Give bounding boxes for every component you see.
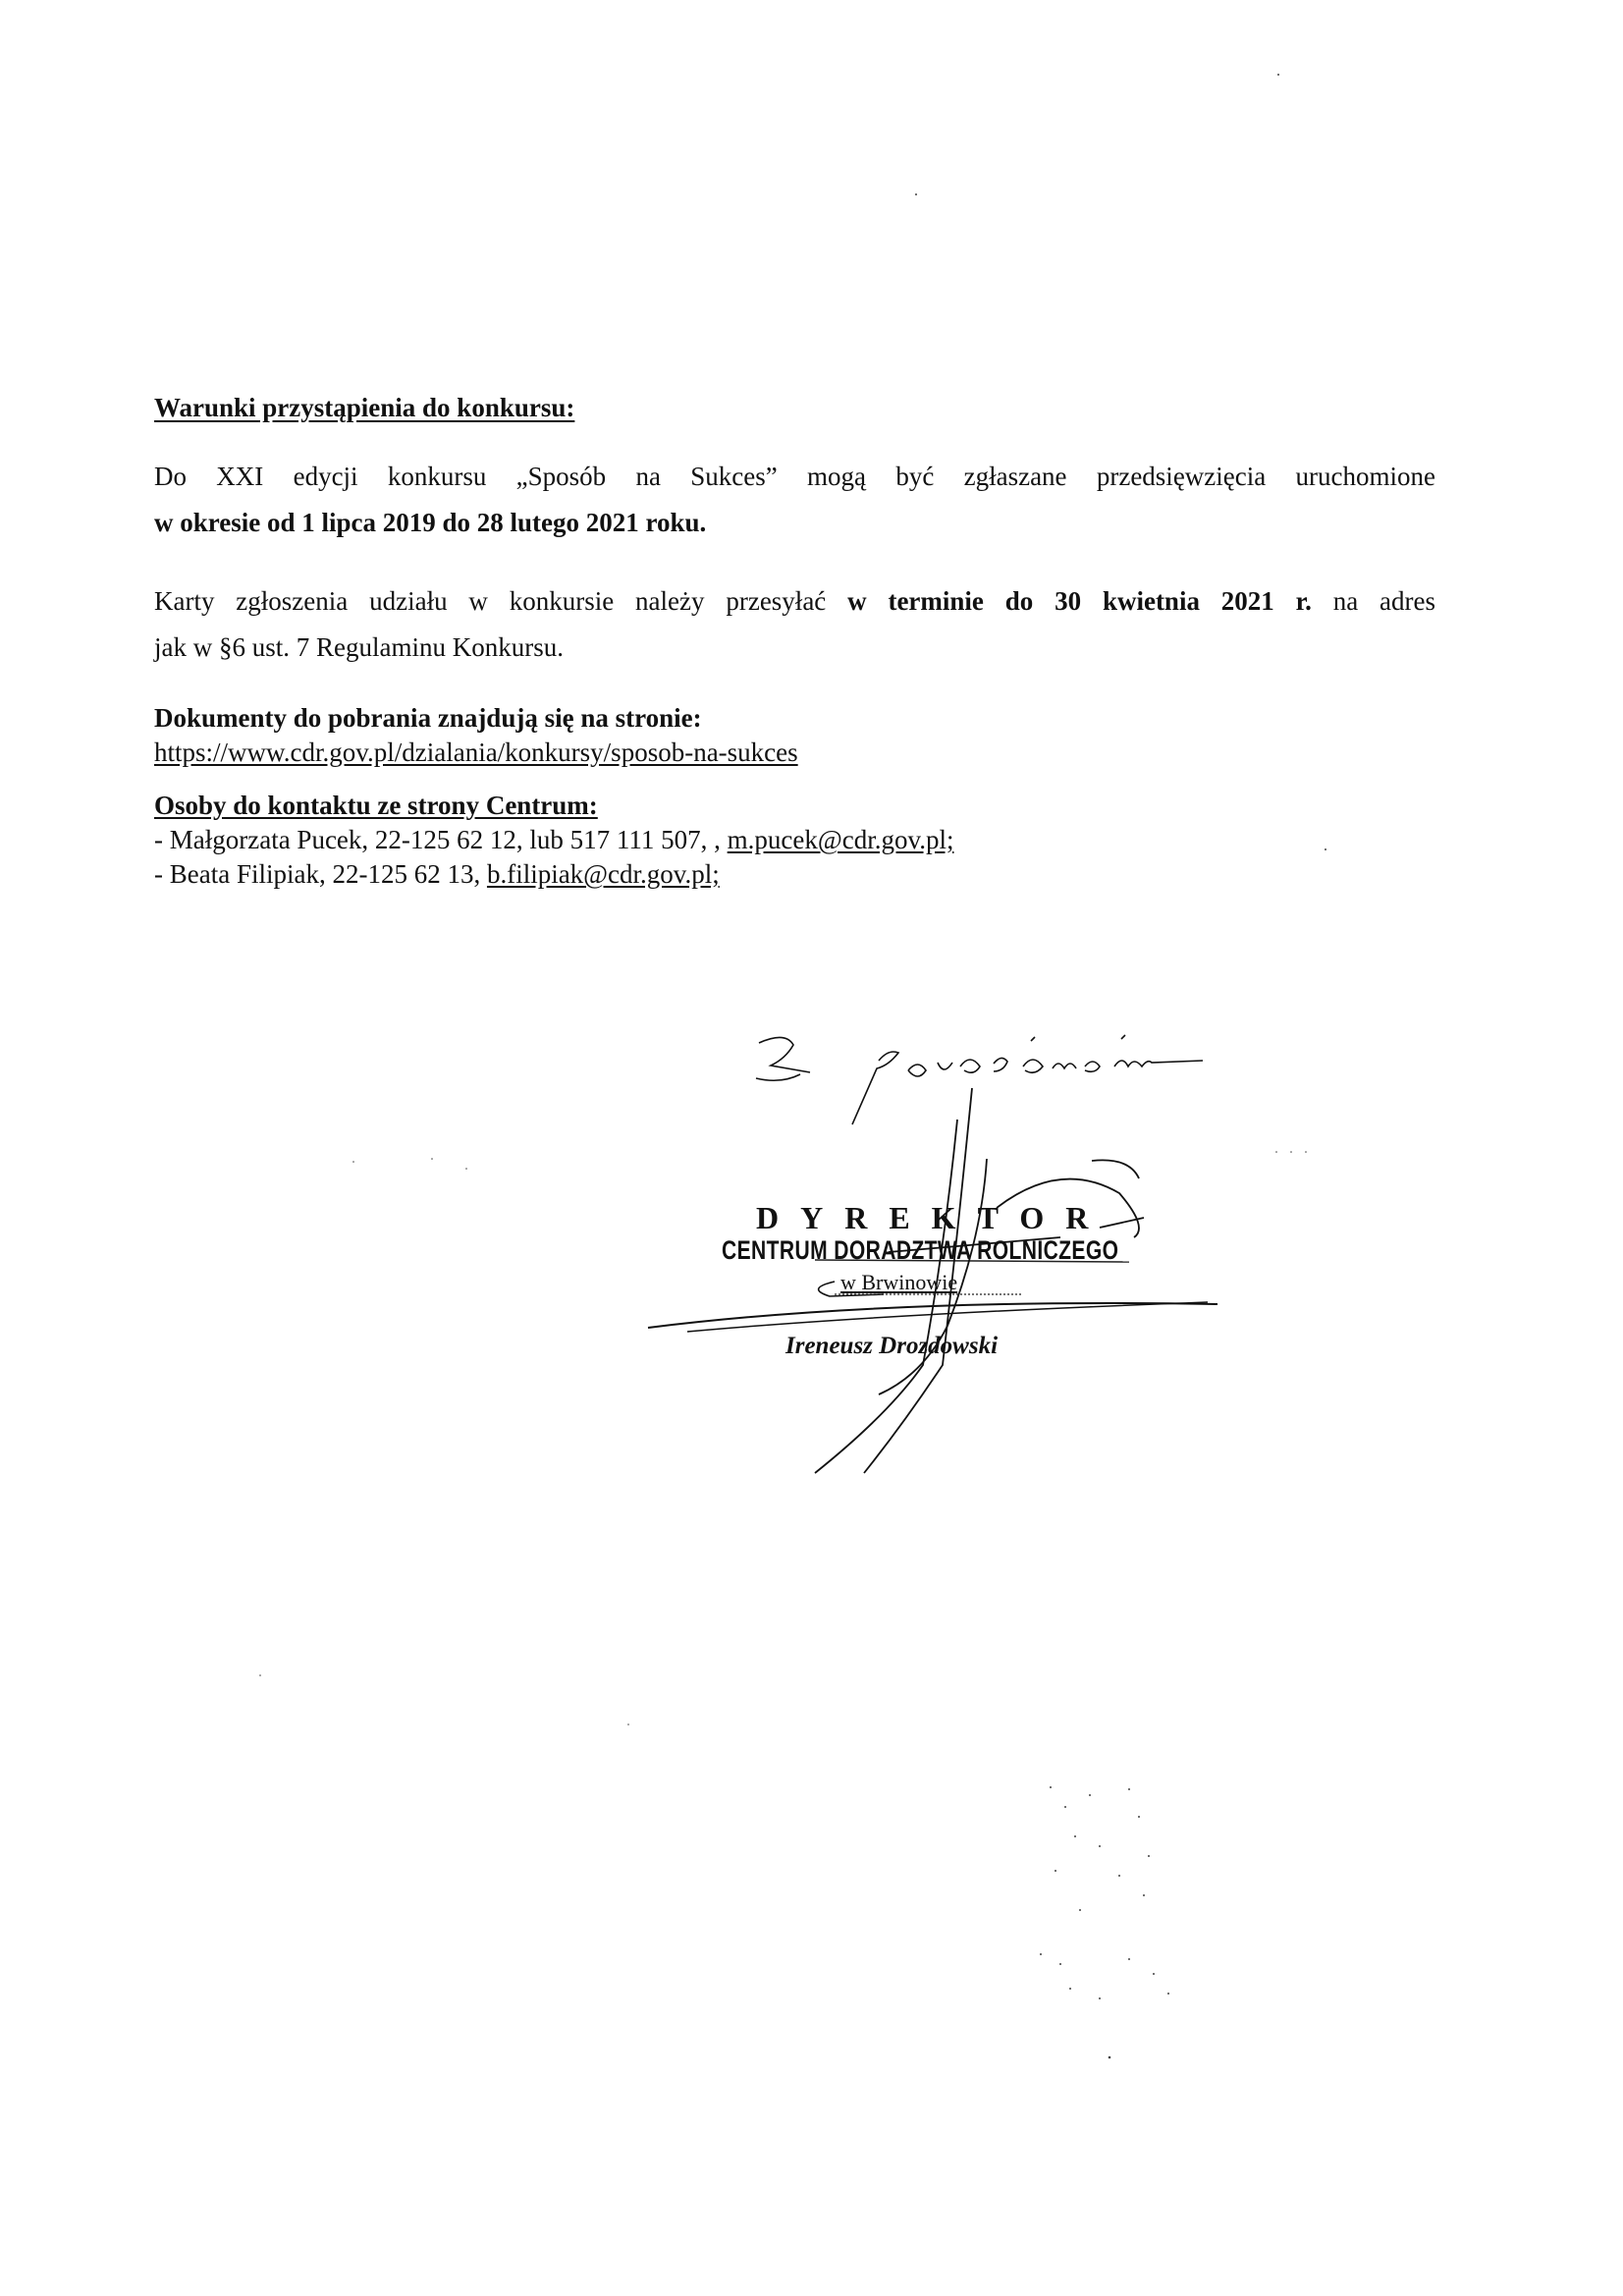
conditions-paragraph-1-line-2: w okresie od 1 lipca 2019 do 28 lutego 2021 roku.	[154, 508, 707, 537]
scan-noise-icon	[259, 74, 1326, 2058]
deadline-date: w terminie do 30 kwietnia 2021 r.	[847, 586, 1312, 616]
contacts-heading: Osoby do kontaktu ze strony Centrum:	[154, 791, 598, 820]
stamp-name: Ireneusz Drozdowski	[785, 1333, 999, 1359]
documents-link[interactable]: https://www.cdr.gov.pl/dzialania/konkursy/sposob-na-sukces	[154, 738, 798, 767]
conditions-paragraph-2-line-1	[154, 584, 1435, 618]
conditions-paragraph-1-line-1: Do XXI edycji konkursu „Sposób na Sukces” mogą być zgłaszane przedsięwzięcia uruchomione	[154, 462, 1435, 491]
contact-email-link[interactable]: b.filipiak@cdr.gov.pl;	[486, 859, 720, 889]
documents-heading: Dokumenty do pobrania znajdują się na stronie:	[154, 703, 702, 733]
conditions-heading: Warunki przystąpienia do konkursu:	[154, 393, 575, 422]
contact-item	[154, 823, 953, 856]
contact-email-link[interactable]: m.pucek@cdr.gov.pl;	[727, 825, 954, 854]
contact-details: - Małgorzata Pucek, 22-125 62 12, lub 517 111 507, ,	[154, 825, 728, 854]
conditions-paragraph-2-line-2: jak w §6 ust. 7 Regulaminu Konkursu.	[154, 632, 564, 662]
stamp-location: w Brwinowie	[840, 1270, 958, 1294]
handwritten-greeting-icon	[756, 1035, 1203, 1124]
contact-item	[154, 857, 720, 891]
stamp-institution: CENTRUM DORADZTWA ROLNICZEGO	[722, 1235, 1119, 1265]
stamp-title: DYREKTOR	[756, 1200, 1110, 1235]
deadline-text-end: na adres	[1311, 586, 1436, 616]
contact-details: - Beata Filipiak, 22-125 62 13,	[154, 859, 487, 889]
deadline-text-start: Karty zgłoszenia udziału w konkursie należy przesyłać	[154, 586, 848, 616]
